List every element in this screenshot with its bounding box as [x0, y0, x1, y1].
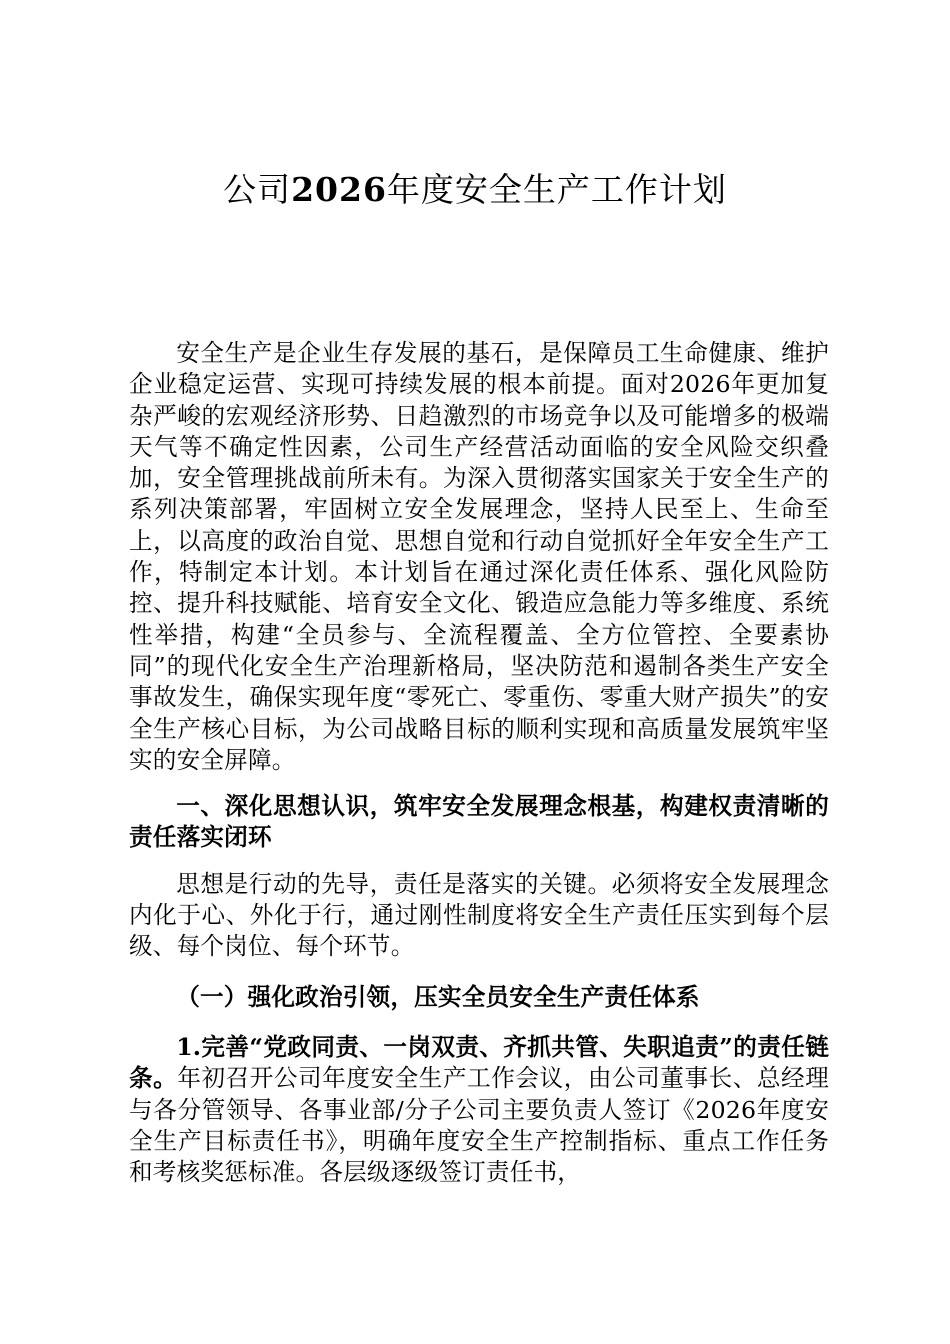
title-suffix: 年度安全生产工作计划: [386, 170, 727, 209]
subsection-1-heading: （一）强化政治引领，压实全员安全生产责任体系: [176, 982, 700, 1011]
title-prefix: 公司: [223, 170, 292, 209]
section-1-paragraph: 思想是行动的先导，责任是落实的关键。必须将安全发展理念内化于心、外化于行，通过刚性制度将安全生产责任压实到每个层级、每个岗位、每个环节。: [129, 869, 829, 961]
document-body: [129, 338, 829, 1188]
item-1-body: 年初召开公司年度安全生产工作会议，由公司董事长、总经理与各分管领导、各事业部/分子公司主要负责人签订《2026年度安全生产目标责任书》，明确年度安全生产控制指标、重点工作任务和考核奖惩标准。各层级逐级签订责任书，: [129, 1064, 829, 1187]
section-1-heading: 一、深化思想认识，筑牢安全发展理念根基，构建权责清晰的责任落实闭环: [129, 792, 829, 852]
item-1-lead: 1.完善“党政同责、一岗双责、齐抓共管、失职追责”的责任链条。: [129, 1032, 829, 1093]
item-1-paragraph: [129, 1032, 829, 1188]
intro-paragraph: 安全生产是企业生存发展的基石，是保障员工生命健康、维护企业稳定运营、实现可持续发展的根本前提。面对2026年更加复杂严峻的宏观经济形势、日趋激烈的市场竞争以及可能增多的极端天气等不确定性因素，公司生产经营活动面临的安全风险交织叠加，安全管理挑战前所未有。为深入贯彻落实国家关于安全生产的系列决策部署，牢固树立安全发展理念，坚持人民至上、生命至上，以高度的政治自觉、思想自觉和行动自觉抓好全年安全生产工作，特制定本计划。本计划旨在通过深化责任体系、强化风险防控、提升科技赋能、培育安全文化、锻造应急能力等多维度、系统性举措，构建“全员参与、全流程覆盖、全方位管控、全要素协同”的现代化安全生产治理新格局，坚决防范和遏制各类生产安全事故发生，确保实现年度“零死亡、零重伤、零重大财产损失”的安全生产核心目标，为公司战略目标的顺利实现和高质量发展筑牢坚实的安全屏障。: [129, 339, 829, 774]
title-year: 2026: [291, 170, 387, 209]
document-title: [0, 168, 950, 212]
